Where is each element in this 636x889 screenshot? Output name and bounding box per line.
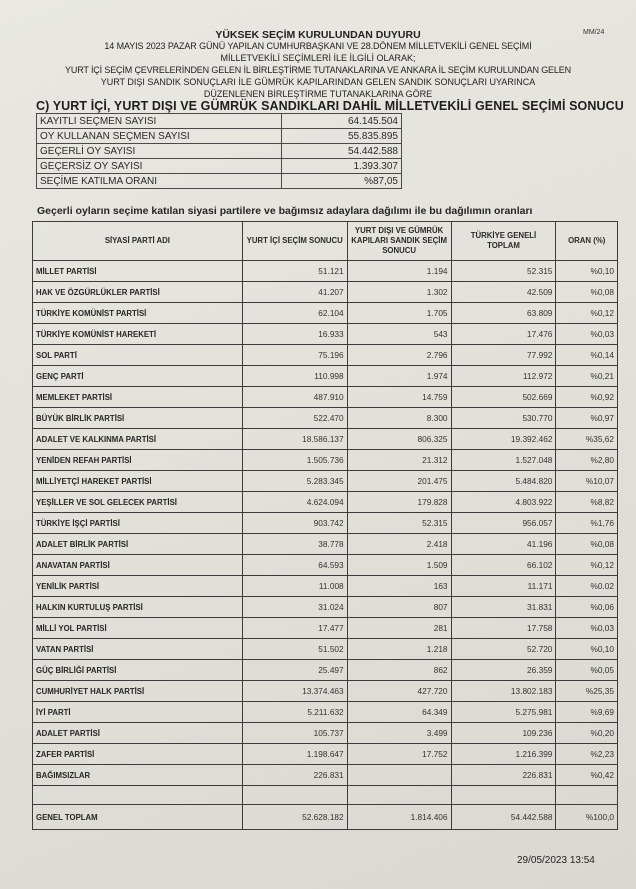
party-name: GÜÇ BİRLİĞİ PARTİSİ xyxy=(33,660,243,681)
header-abroad xyxy=(347,222,451,261)
table-row xyxy=(33,282,618,303)
table-row xyxy=(33,639,618,660)
vote-ratio: %0,10 xyxy=(556,261,618,282)
total-votes: 52.315 xyxy=(451,261,556,282)
party-name: ADALET BİRLİK PARTİSİ xyxy=(33,534,243,555)
abroad-votes: 1.509 xyxy=(347,555,451,576)
domestic-votes: 31.024 xyxy=(242,597,347,618)
summary-row xyxy=(37,114,402,129)
party-name: ADALET PARTİSİ xyxy=(33,723,243,744)
domestic-votes: 4.624.094 xyxy=(242,492,347,513)
vote-ratio: %0,14 xyxy=(556,345,618,366)
domestic-votes: 903.742 xyxy=(242,513,347,534)
party-name: MİLLET PARTİSİ xyxy=(33,261,243,282)
header-line-3: YURT İÇİ SEÇİM ÇEVRELERİNDEN GELEN İL BİRLEŞTİRME TUTANAKLARINA VE ANKARA İL SEÇİM KURULUNDAN GELEN xyxy=(65,65,571,75)
vote-ratio: %0,21 xyxy=(556,366,618,387)
vote-ratio: %0,03 xyxy=(556,618,618,639)
empty-cell xyxy=(242,786,347,805)
abroad-votes: 807 xyxy=(347,597,451,618)
party-name: ANAVATAN PARTİSİ xyxy=(33,555,243,576)
header-party: SİYASİ PARTİ ADI xyxy=(33,222,243,261)
empty-cell xyxy=(33,786,243,805)
party-name: YENİLİK PARTİSİ xyxy=(33,576,243,597)
table-row xyxy=(33,702,618,723)
total-votes: 530.770 xyxy=(451,408,556,429)
table-row xyxy=(33,324,618,345)
abroad-votes xyxy=(347,765,451,786)
summary-value: 64.145.504 xyxy=(282,114,402,129)
party-name: ZAFER PARTİSİ xyxy=(33,744,243,765)
header-domestic: YURT İÇİ SEÇİM SONUCU xyxy=(242,222,347,261)
party-name: HAK VE ÖZGÜRLÜKLER PARTİSİ xyxy=(33,282,243,303)
domestic-votes: 110.998 xyxy=(242,366,347,387)
vote-ratio: %25,35 xyxy=(556,681,618,702)
abroad-votes: 21.312 xyxy=(347,450,451,471)
total-votes: 19.392.462 xyxy=(451,429,556,450)
table-row xyxy=(33,660,618,681)
party-name: MİLLİ YOL PARTİSİ xyxy=(33,618,243,639)
abroad-votes: 862 xyxy=(347,660,451,681)
summary-label: GEÇERLİ OY SAYISI xyxy=(37,144,282,159)
table-row xyxy=(33,513,618,534)
vote-ratio: %0,20 xyxy=(556,723,618,744)
vote-ratio: %0,03 xyxy=(556,324,618,345)
domestic-votes: 105.737 xyxy=(242,723,347,744)
party-name: TÜRKİYE KOMÜNİST HAREKETİ xyxy=(33,324,243,345)
vote-ratio: %0,05 xyxy=(556,660,618,681)
table-row xyxy=(33,303,618,324)
header-line-5: DÜZENLENEN BİRLEŞTİRME TUTANAKLARINA GÖRE xyxy=(203,89,433,99)
abroad-votes: 2.418 xyxy=(347,534,451,555)
party-name: BÜYÜK BİRLİK PARTİSİ xyxy=(33,408,243,429)
total-votes: 4.803.922 xyxy=(451,492,556,513)
vote-ratio: %0.02 xyxy=(556,576,618,597)
total-votes: 17.758 xyxy=(451,618,556,639)
abroad-votes: 64.349 xyxy=(347,702,451,723)
table-row xyxy=(33,681,618,702)
abroad-votes: 17.752 xyxy=(347,744,451,765)
table-row xyxy=(33,471,618,492)
abroad-votes: 281 xyxy=(347,618,451,639)
table-row xyxy=(33,744,618,765)
header-line-4: YURT DIŞI SANDIK SONUÇLARI İLE GÜMRÜK KAPILARINDAN GELEN SANDIK SONUÇLARI UYARINCA xyxy=(100,77,536,87)
vote-ratio: %35,62 xyxy=(556,429,618,450)
empty-cell xyxy=(556,786,618,805)
header-line-2: MİLLETVEKİLİ SEÇİMLERİ İLE İLGİLİ OLARAK; xyxy=(220,53,416,63)
total-votes: 13.802.183 xyxy=(451,681,556,702)
party-name: SOL PARTİ xyxy=(33,345,243,366)
vote-ratio: %1,76 xyxy=(556,513,618,534)
table-row xyxy=(33,450,618,471)
abroad-votes: 201.475 xyxy=(347,471,451,492)
domestic-votes: 1.198.647 xyxy=(242,744,347,765)
domestic-votes: 13.374.463 xyxy=(242,681,347,702)
vote-ratio: %2,23 xyxy=(556,744,618,765)
total-votes: 31.831 xyxy=(451,597,556,618)
abroad-votes: 1.974 xyxy=(347,366,451,387)
abroad-votes: 179.828 xyxy=(347,492,451,513)
total-votes: 41.196 xyxy=(451,534,556,555)
abroad-votes: 1.705 xyxy=(347,303,451,324)
domestic-votes: 75.196 xyxy=(242,345,347,366)
total-votes: 54.442.588 xyxy=(451,805,556,830)
party-name: ADALET VE KALKINMA PARTİSİ xyxy=(33,429,243,450)
total-votes: 956.057 xyxy=(451,513,556,534)
summary-value: %87,05 xyxy=(282,174,402,189)
domestic-votes: 17.477 xyxy=(242,618,347,639)
table-row xyxy=(33,576,618,597)
table-row xyxy=(33,555,618,576)
total-votes: 109.236 xyxy=(451,723,556,744)
table-header-row xyxy=(33,222,618,261)
abroad-votes: 543 xyxy=(347,324,451,345)
summary-value: 55.835.895 xyxy=(282,129,402,144)
abroad-votes: 1.814.406 xyxy=(347,805,451,830)
total-votes: 1.216.399 xyxy=(451,744,556,765)
summary-table xyxy=(36,113,402,189)
domestic-votes: 51.121 xyxy=(242,261,347,282)
header-ratio: ORAN (%) xyxy=(556,222,618,261)
table-row xyxy=(33,723,618,744)
vote-ratio: %0,92 xyxy=(556,387,618,408)
domestic-votes: 5.211.632 xyxy=(242,702,347,723)
total-votes: 17.476 xyxy=(451,324,556,345)
table-row xyxy=(33,261,618,282)
party-name: TÜRKİYE İŞÇİ PARTİSİ xyxy=(33,513,243,534)
party-name: MEMLEKET PARTİSİ xyxy=(33,387,243,408)
header-abroad-line3: SONUCU xyxy=(382,246,416,255)
vote-ratio: %0,08 xyxy=(556,282,618,303)
domestic-votes: 52.628.182 xyxy=(242,805,347,830)
party-name: CUMHURİYET HALK PARTİSİ xyxy=(33,681,243,702)
total-votes: 112.972 xyxy=(451,366,556,387)
total-votes: 66.102 xyxy=(451,555,556,576)
table-row xyxy=(33,387,618,408)
abroad-votes: 52.315 xyxy=(347,513,451,534)
party-name: HALKIN KURTULUŞ PARTİSİ xyxy=(33,597,243,618)
summary-label: KAYITLI SEÇMEN SAYISI xyxy=(37,114,282,129)
total-votes: 77.992 xyxy=(451,345,556,366)
table-row xyxy=(33,618,618,639)
abroad-votes: 14.759 xyxy=(347,387,451,408)
total-votes: 5.484.820 xyxy=(451,471,556,492)
domestic-votes: 51.502 xyxy=(242,639,347,660)
summary-row xyxy=(37,159,402,174)
header-abroad-line1: YURT DIŞI VE GÜMRÜK xyxy=(354,226,444,235)
grand-total-row xyxy=(33,805,618,830)
table-row xyxy=(33,366,618,387)
print-timestamp: 29/05/2023 13:54 xyxy=(517,855,595,866)
vote-ratio: %10,07 xyxy=(556,471,618,492)
table-row xyxy=(33,408,618,429)
vote-ratio: %0,08 xyxy=(556,534,618,555)
document-code: MM/24 xyxy=(583,29,605,36)
total-votes: 11.171 xyxy=(451,576,556,597)
domestic-votes: 62.104 xyxy=(242,303,347,324)
total-votes: 26.359 xyxy=(451,660,556,681)
table-row xyxy=(33,345,618,366)
domestic-votes: 11.008 xyxy=(242,576,347,597)
document-title: YÜKSEK SEÇİM KURULUNDAN DUYURU xyxy=(215,29,421,41)
vote-ratio: %2,80 xyxy=(556,450,618,471)
summary-value: 1.393.307 xyxy=(282,159,402,174)
domestic-votes: 522.470 xyxy=(242,408,347,429)
party-name: BAĞIMSIZLAR xyxy=(33,765,243,786)
summary-label: GEÇERSİZ OY SAYISI xyxy=(37,159,282,174)
summary-value: 54.442.588 xyxy=(282,144,402,159)
abroad-votes: 8.300 xyxy=(347,408,451,429)
domestic-votes: 16.933 xyxy=(242,324,347,345)
domestic-votes: 38.778 xyxy=(242,534,347,555)
party-name: YEŞİLLER VE SOL GELECEK PARTİSİ xyxy=(33,492,243,513)
summary-label: SEÇİME KATILMA ORANI xyxy=(37,174,282,189)
summary-row xyxy=(37,174,402,189)
header-line-1: 14 MAYIS 2023 PAZAR GÜNÜ YAPILAN CUMHURBAŞKANI VE 28.DÖNEM MİLLETVEKİLİ GENEL SEÇİMİ xyxy=(104,41,532,51)
table-row xyxy=(33,534,618,555)
party-name: YENİDEN REFAH PARTİSİ xyxy=(33,450,243,471)
party-name: MİLLİYETÇİ HAREKET PARTİSİ xyxy=(33,471,243,492)
total-votes: 502.669 xyxy=(451,387,556,408)
abroad-votes: 1.194 xyxy=(347,261,451,282)
empty-cell xyxy=(451,786,556,805)
domestic-votes: 41.207 xyxy=(242,282,347,303)
vote-ratio: %0,42 xyxy=(556,765,618,786)
domestic-votes: 5.283.345 xyxy=(242,471,347,492)
vote-ratio: %0,12 xyxy=(556,555,618,576)
domestic-votes: 487.910 xyxy=(242,387,347,408)
total-votes: 226.831 xyxy=(451,765,556,786)
table-row xyxy=(33,429,618,450)
party-name: GENEL TOPLAM xyxy=(33,805,243,830)
empty-cell xyxy=(347,786,451,805)
header-total-line1: TÜRKİYE GENELİ xyxy=(470,231,537,240)
total-votes: 52.720 xyxy=(451,639,556,660)
abroad-votes: 1.302 xyxy=(347,282,451,303)
header-abroad-line2: KAPILARI SANDIK SEÇİM xyxy=(351,236,447,245)
abroad-votes: 1.218 xyxy=(347,639,451,660)
domestic-votes: 64.593 xyxy=(242,555,347,576)
vote-ratio: %100,0 xyxy=(556,805,618,830)
abroad-votes: 427.720 xyxy=(347,681,451,702)
domestic-votes: 226.831 xyxy=(242,765,347,786)
party-results-table xyxy=(32,221,618,830)
abroad-votes: 806.325 xyxy=(347,429,451,450)
summary-row xyxy=(37,129,402,144)
vote-ratio: %0,12 xyxy=(556,303,618,324)
total-votes: 1.527.048 xyxy=(451,450,556,471)
header-total-line2: TOPLAM xyxy=(487,241,520,250)
party-name: VATAN PARTİSİ xyxy=(33,639,243,660)
vote-ratio: %8,82 xyxy=(556,492,618,513)
domestic-votes: 1.505.736 xyxy=(242,450,347,471)
table-row xyxy=(33,597,618,618)
vote-ratio: %0,10 xyxy=(556,639,618,660)
domestic-votes: 18.586.137 xyxy=(242,429,347,450)
table-row xyxy=(33,765,618,786)
section-title: C) YURT İÇİ, YURT DIŞI VE GÜMRÜK SANDIKLARI DAHİL MİLLETVEKİLİ GENEL SEÇİMİ SONUCU xyxy=(36,99,624,113)
total-votes: 5.275.981 xyxy=(451,702,556,723)
header-total xyxy=(451,222,556,261)
party-name: TÜRKİYE KOMÜNİST PARTİSİ xyxy=(33,303,243,324)
blank-row xyxy=(33,786,618,805)
table-row xyxy=(33,492,618,513)
vote-ratio: %0,97 xyxy=(556,408,618,429)
summary-row xyxy=(37,144,402,159)
domestic-votes: 25.497 xyxy=(242,660,347,681)
party-name: İYİ PARTİ xyxy=(33,702,243,723)
abroad-votes: 2.796 xyxy=(347,345,451,366)
summary-label: OY KULLANAN SEÇMEN SAYISI xyxy=(37,129,282,144)
total-votes: 42.509 xyxy=(451,282,556,303)
abroad-votes: 163 xyxy=(347,576,451,597)
abroad-votes: 3.499 xyxy=(347,723,451,744)
vote-ratio: %9,69 xyxy=(556,702,618,723)
vote-ratio: %0,06 xyxy=(556,597,618,618)
distribution-caption: Geçerli oyların seçime katılan siyasi partilere ve bağımsız adaylara dağılımı ile bu dağılımın oranları xyxy=(37,205,533,217)
total-votes: 63.809 xyxy=(451,303,556,324)
party-name: GENÇ PARTİ xyxy=(33,366,243,387)
